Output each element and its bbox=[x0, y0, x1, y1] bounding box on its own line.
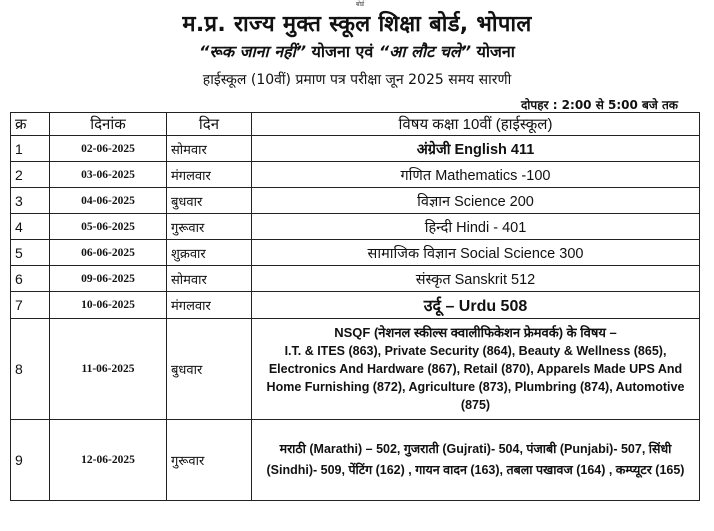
header-serial: क्र bbox=[11, 113, 50, 136]
row-subject: गणित Mathematics -100 bbox=[252, 162, 700, 188]
row-date: 03-06-2025 bbox=[50, 162, 167, 188]
row-subject: हिन्दी Hindi - 401 bbox=[252, 214, 700, 240]
row-subject-nsqf bbox=[252, 319, 700, 420]
row-subject: सामाजिक विज्ञान Social Science 300 bbox=[252, 240, 700, 266]
board-title: म.प्र. राज्य मुक्त स्कूल शिक्षा बोर्ड, भोपाल bbox=[182, 12, 532, 37]
exam-timing: दोपहर : 2:00 से 5:00 बजे तक bbox=[520, 98, 678, 112]
nsqf-heading: NSQF (नेशनल स्कील्स क्वालीफिकेशन फ्रेमवर्क) के विषय – bbox=[334, 325, 617, 340]
row-serial: 9 bbox=[11, 420, 50, 501]
scheme-name-2: “आ लौट चले” bbox=[378, 42, 472, 61]
row-date: 04-06-2025 bbox=[50, 188, 167, 214]
row-serial: 4 bbox=[11, 214, 50, 240]
scheme-name-1: “रूक जाना नहीं” bbox=[199, 42, 307, 61]
row-day: सोमवार bbox=[167, 266, 252, 292]
row-date: 11-06-2025 bbox=[50, 319, 167, 420]
scheme-subtitle bbox=[0, 40, 714, 62]
table-row bbox=[11, 188, 700, 214]
table-row bbox=[11, 162, 700, 188]
row-subject: अंग्रेजी English 411 bbox=[252, 136, 700, 162]
row-day: मंगलवार bbox=[167, 162, 252, 188]
row-day: बुधवार bbox=[167, 319, 252, 420]
row-day: बुधवार bbox=[167, 188, 252, 214]
row-serial: 6 bbox=[11, 266, 50, 292]
table-header-row bbox=[11, 113, 700, 136]
scheme-suffix: योजना bbox=[476, 42, 515, 61]
top-strip-text: बोर्ड bbox=[355, 1, 365, 7]
row-date: 06-06-2025 bbox=[50, 240, 167, 266]
row-serial: 2 bbox=[11, 162, 50, 188]
table-row bbox=[11, 292, 700, 319]
header-date: दिनांक bbox=[50, 113, 167, 136]
row-serial: 5 bbox=[11, 240, 50, 266]
row-serial: 7 bbox=[11, 292, 50, 319]
table-row bbox=[11, 420, 700, 501]
row-serial: 1 bbox=[11, 136, 50, 162]
row-date: 09-06-2025 bbox=[50, 266, 167, 292]
scheme-joiner: योजना एवं bbox=[311, 42, 374, 61]
row-subject: संस्कृत Sanskrit 512 bbox=[252, 266, 700, 292]
row-serial: 8 bbox=[11, 319, 50, 420]
table-row bbox=[11, 136, 700, 162]
row-date: 02-06-2025 bbox=[50, 136, 167, 162]
row-date: 10-06-2025 bbox=[50, 292, 167, 319]
table-row bbox=[11, 240, 700, 266]
row-serial: 3 bbox=[11, 188, 50, 214]
row-day: शुक्रवार bbox=[167, 240, 252, 266]
header-day: दिन bbox=[167, 113, 252, 136]
row-day: सोमवार bbox=[167, 136, 252, 162]
header-subject: विषय कक्षा 10वीं (हाईस्कूल) bbox=[252, 113, 700, 136]
row-subject: मराठी (Marathi) – 502, गुजराती (Gujrati)- 504, पंजाबी (Punjabi)- 507, सिंधी (Sindhi)- 509, पेंटिंग (162) , गायन वादन (163), तबला पखावज (164) , कम्प्यूटर (165) bbox=[252, 420, 700, 501]
row-subject: विज्ञान Science 200 bbox=[252, 188, 700, 214]
exam-schedule-table bbox=[10, 112, 700, 501]
row-day: मंगलवार bbox=[167, 292, 252, 319]
row-day: गुरूवार bbox=[167, 214, 252, 240]
exam-title: हाईस्कूल (10वीं) प्रमाण पत्र परीक्षा जून 2025 समय सारणी bbox=[202, 72, 512, 88]
row-date: 05-06-2025 bbox=[50, 214, 167, 240]
row-subject: उर्दू – Urdu 508 bbox=[252, 292, 700, 319]
table-row bbox=[11, 266, 700, 292]
table-row bbox=[11, 319, 700, 420]
nsqf-subject-list: I.T. & ITES (863), Private Security (864), Beauty & Wellness (865), Electronics And Hardware (867), Retail (870), Apparels Made UPS And Home Furnishing (872), Agriculture (873), Plumbring (874), Automotive (875) bbox=[266, 344, 685, 412]
table-row bbox=[11, 214, 700, 240]
row-day: गुरूवार bbox=[167, 420, 252, 501]
row-date: 12-06-2025 bbox=[50, 420, 167, 501]
